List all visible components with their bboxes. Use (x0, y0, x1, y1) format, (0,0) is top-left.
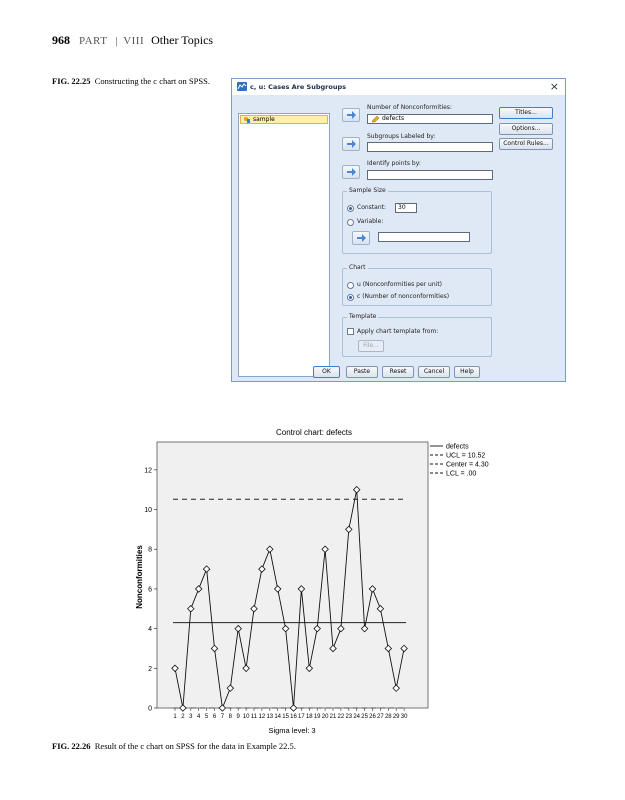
identify-label: Identify points by: (367, 160, 421, 167)
y-tick-label: 0 (148, 705, 152, 713)
page-number: 968 (52, 33, 70, 47)
x-tick-label: 21 (329, 714, 337, 720)
part-separator: | (115, 35, 119, 47)
figure-caption-2 (52, 741, 296, 751)
figure-text-1: Constructing the c chart on SPSS. (94, 76, 210, 86)
figure-label-2: FIG. 22.26 (52, 741, 91, 751)
apply-template-label: Apply chart template from: (357, 328, 439, 335)
legend-entry: Center = 4.30 (446, 461, 489, 469)
nonconformities-value: defects (382, 115, 405, 122)
x-tick-label: 23 (345, 714, 353, 720)
part-number: VIII (123, 35, 145, 47)
x-tick-label: 3 (189, 714, 193, 720)
x-tick-label: 30 (400, 714, 408, 720)
y-tick-label: 10 (144, 507, 152, 515)
y-tick-label: 8 (148, 546, 152, 554)
part-label (79, 35, 144, 47)
chart-app-icon (237, 82, 247, 91)
subgroups-field[interactable] (367, 142, 493, 152)
paste-button[interactable]: Paste (346, 366, 378, 378)
identify-field[interactable] (367, 170, 493, 180)
u-chart-radio[interactable] (347, 282, 354, 289)
x-tick-label: 1 (173, 714, 177, 720)
y-axis (144, 467, 157, 712)
x-tick-label: 17 (298, 714, 305, 720)
part-word: PART (79, 35, 108, 47)
x-tick-label: 11 (250, 714, 258, 720)
x-tick-label: 29 (392, 714, 400, 720)
cancel-button[interactable]: Cancel (418, 366, 450, 378)
x-tick-label: 12 (258, 714, 266, 720)
c-chart-radio[interactable] (347, 294, 354, 301)
move-identify-button[interactable] (342, 165, 360, 179)
options-button[interactable]: Options... (499, 123, 553, 135)
arrow-right-icon (347, 111, 356, 119)
constant-label: Constant: (357, 204, 386, 211)
plot-area (157, 442, 428, 708)
move-nonconformities-button[interactable] (342, 108, 360, 122)
constant-radio[interactable] (347, 205, 354, 212)
list-item-label: sample (253, 116, 275, 123)
y-axis-label: Nonconformities (135, 545, 144, 609)
nonconformities-field[interactable] (367, 114, 493, 124)
x-axis-label: Sigma level: 3 (268, 726, 316, 735)
running-head (52, 33, 213, 48)
x-tick-label: 15 (282, 714, 289, 720)
y-tick-label: 4 (148, 626, 152, 634)
constant-input[interactable]: 30 (395, 203, 417, 213)
section-title: Other Topics (151, 33, 214, 47)
sample-size-legend: Sample Size (349, 187, 386, 194)
x-tick-label: 8 (228, 714, 232, 720)
x-tick-label: 24 (353, 714, 361, 720)
chart-legend-box (430, 444, 489, 478)
dialog-title: c, u: Cases Are Subgroups (250, 83, 346, 91)
x-tick-label: 10 (242, 714, 250, 720)
variable-list[interactable] (238, 113, 330, 377)
close-icon[interactable]: × (549, 80, 559, 93)
x-tick-label: 2 (181, 714, 185, 720)
x-tick-label: 26 (369, 714, 376, 720)
x-tick-label: 20 (321, 714, 329, 720)
arrow-right-icon (347, 168, 356, 176)
y-tick-label: 12 (144, 467, 152, 475)
x-axis (173, 708, 408, 720)
spss-dialog (231, 78, 566, 382)
x-tick-label: 9 (236, 714, 240, 720)
figure-label-1: FIG. 22.25 (52, 76, 91, 86)
legend-entry: LCL = .00 (446, 470, 477, 478)
x-tick-label: 16 (290, 714, 297, 720)
c-chart-label: c (Number of nonconformities) (357, 293, 450, 300)
x-tick-label: 18 (305, 714, 313, 720)
variable-label: Variable: (357, 218, 384, 225)
x-tick-label: 22 (337, 714, 345, 720)
x-tick-label: 27 (377, 714, 384, 720)
figure-text-2: Result of the c chart on SPSS for the data in Example 22.5. (94, 741, 296, 751)
y-tick-label: 6 (148, 586, 152, 594)
figure-caption-1 (52, 76, 210, 86)
arrow-right-icon (357, 234, 366, 242)
control-chart (100, 420, 520, 740)
control-rules-button[interactable]: Control Rules... (499, 138, 553, 150)
template-legend: Template (349, 313, 377, 320)
ok-button[interactable]: OK (313, 366, 340, 378)
dialog-titlebar (232, 79, 565, 95)
x-tick-label: 28 (384, 714, 392, 720)
chart-legend: Chart (349, 264, 366, 271)
x-tick-label: 4 (197, 714, 201, 720)
legend-entry: UCL = 10.52 (446, 452, 486, 460)
arrow-right-icon (347, 140, 356, 148)
x-tick-label: 13 (266, 714, 274, 720)
help-button[interactable]: Help (454, 366, 480, 378)
y-tick-label: 2 (148, 665, 152, 673)
x-tick-label: 25 (361, 714, 368, 720)
chart-title: Control chart: defects (275, 428, 353, 437)
apply-template-checkbox[interactable] (347, 328, 354, 335)
file-button[interactable]: File... (358, 340, 384, 352)
titles-button[interactable]: Titles... (499, 107, 553, 119)
x-tick-label: 5 (204, 714, 209, 720)
u-chart-label: u (Nonconformities per unit) (357, 281, 443, 288)
x-tick-label: 14 (274, 714, 282, 720)
move-variable-button[interactable] (352, 231, 370, 245)
pencil-icon (371, 116, 379, 123)
reset-button[interactable]: Reset (382, 366, 414, 378)
legend-entry: defects (446, 443, 469, 451)
variable-radio[interactable] (347, 219, 354, 226)
x-tick-label: 19 (313, 714, 321, 720)
x-tick-label: 7 (220, 714, 225, 720)
subgroups-label: Subgroups Labeled by: (367, 133, 436, 140)
list-item[interactable] (240, 115, 328, 124)
move-subgroups-button[interactable] (342, 137, 360, 151)
variable-field[interactable] (378, 232, 470, 242)
nonconformities-label: Number of Nonconformities: (367, 104, 452, 111)
x-tick-label: 6 (212, 714, 217, 720)
scale-variable-icon (243, 116, 251, 124)
